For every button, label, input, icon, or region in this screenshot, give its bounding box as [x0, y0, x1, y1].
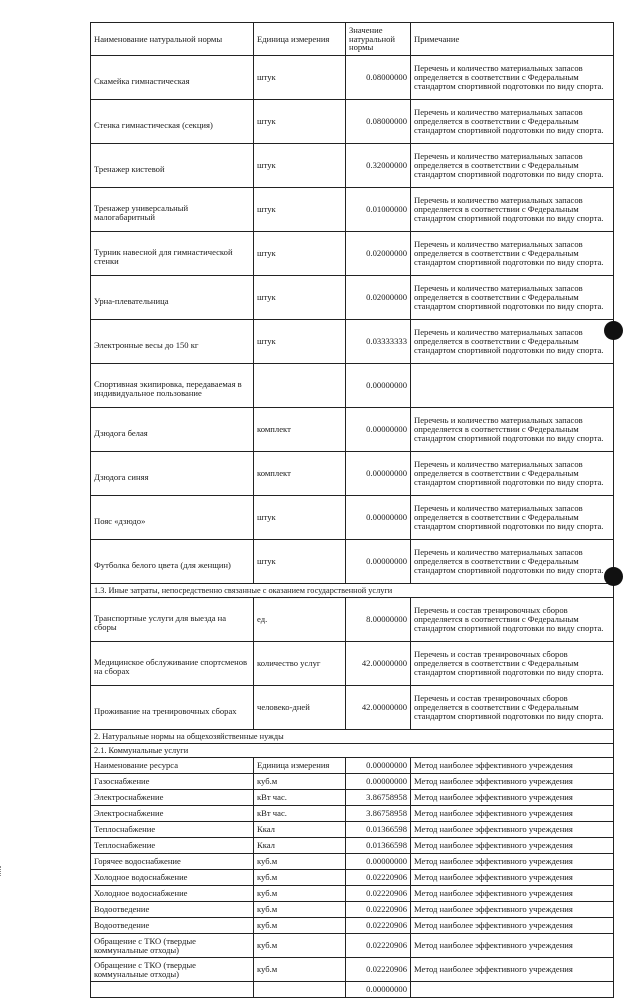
- table-row: [91, 320, 614, 364]
- punch-hole: [604, 567, 623, 586]
- cell-unit: куб.м: [254, 886, 346, 902]
- cell-note: Перечень и количество материальных запасов определяется в соответствии с Федеральным стандартом спортивной подготовки по виду спорта.: [411, 540, 614, 584]
- cell-note: Перечень и количество материальных запасов определяется в соответствии с Федеральным стандартом спортивной подготовки по виду спорта.: [411, 408, 614, 452]
- cell-unit: куб.м: [254, 854, 346, 870]
- cell-name: Электроснабжение: [91, 790, 254, 806]
- cell-name: Пояс «дзюдо»: [91, 496, 254, 540]
- cell-unit: штук: [254, 188, 346, 232]
- cell-note: Метод наиболее эффективного учреждения: [411, 886, 614, 902]
- cell-name: Электроснабжение: [91, 806, 254, 822]
- cell-unit: штук: [254, 232, 346, 276]
- cell-note: Метод наиболее эффективного учреждения: [411, 806, 614, 822]
- cell-unit: штук: [254, 144, 346, 188]
- cell-unit: Ккал: [254, 838, 346, 854]
- table-row: [91, 918, 614, 934]
- cell-value: 0.02220906: [346, 886, 411, 902]
- cell-name: Электронные весы до 150 кг: [91, 320, 254, 364]
- table-row: [91, 838, 614, 854]
- cell-value: 0.02000000: [346, 232, 411, 276]
- cell-value: 0.02220906: [346, 918, 411, 934]
- table-row-last: [91, 982, 614, 998]
- table-row: [91, 100, 614, 144]
- cell-name: Турник навесной для гимнастической стенки: [91, 232, 254, 276]
- cell-value: 8.00000000: [346, 598, 411, 642]
- cell-name: Проживание на тренировочных сборах: [91, 686, 254, 730]
- cell-unit: комплект: [254, 452, 346, 496]
- cell-value: 0.02220906: [346, 958, 411, 982]
- cell-note: Метод наиболее эффективного учреждения: [411, 934, 614, 958]
- cell-name: Спортивная экипировка, передаваемая в индивидуальное пользование: [91, 364, 254, 408]
- cell-name: Теплоснабжение: [91, 838, 254, 854]
- section-title: 1.3. Иные затраты, непосредственно связанные с оказанием государственной услуги: [91, 584, 614, 598]
- cell-value: 42.00000000: [346, 686, 411, 730]
- table-row: [91, 822, 614, 838]
- table-header-row: [91, 23, 614, 56]
- table-row: [91, 276, 614, 320]
- cell-value: 0.00000000: [346, 496, 411, 540]
- cell-value: 0.00000000: [346, 408, 411, 452]
- cell-note: Метод наиболее эффективного учреждения: [411, 870, 614, 886]
- cell-name: Тренажер кистевой: [91, 144, 254, 188]
- table-row: [91, 886, 614, 902]
- resources-header-row: [91, 758, 614, 774]
- table-row: [91, 934, 614, 958]
- cell-name: Стенка гимнастическая (секция): [91, 100, 254, 144]
- cell-value: 3.86758958: [346, 790, 411, 806]
- cell-value: 0.01366598: [346, 838, 411, 854]
- cell-unit: человеко-дней: [254, 686, 346, 730]
- cell-unit: куб.м: [254, 918, 346, 934]
- section-title: 2.1. Коммунальные услуги: [91, 744, 614, 758]
- table-row: [91, 364, 614, 408]
- cell-note: Метод наиболее эффективного учреждения: [411, 774, 614, 790]
- cell-note: Метод наиболее эффективного учреждения: [411, 958, 614, 982]
- cell-unit: штук: [254, 100, 346, 144]
- cell-name: Холодное водоснабжение: [91, 870, 254, 886]
- table-row: [91, 188, 614, 232]
- resources-group: [91, 774, 614, 982]
- table-row: [91, 854, 614, 870]
- cell-note: Перечень и количество материальных запасов определяется в соответствии с Федеральным стандартом спортивной подготовки по виду спорта.: [411, 320, 614, 364]
- table-row: [91, 774, 614, 790]
- cell-unit: штук: [254, 496, 346, 540]
- resource-header-note: Метод наиболее эффективного учреждения: [411, 758, 614, 774]
- resource-header-value: 0.00000000: [346, 758, 411, 774]
- cell-unit: куб.м: [254, 870, 346, 886]
- cell-value: 0.00000000: [346, 774, 411, 790]
- cell-value: 0.00000000: [346, 854, 411, 870]
- cell-name: Теплоснабжение: [91, 822, 254, 838]
- cell-note: Перечень и количество материальных запасов определяется в соответствии с Федеральным стандартом спортивной подготовки по виду спорта.: [411, 188, 614, 232]
- header-value: Значение натуральной нормы: [346, 23, 411, 56]
- header-note: Примечание: [411, 23, 614, 56]
- cell-name: Футболка белого цвета (для женщин): [91, 540, 254, 584]
- cell-value: 42.00000000: [346, 642, 411, 686]
- empty-cell: [91, 982, 254, 998]
- table-row: [91, 598, 614, 642]
- cell-value: 0.02000000: [346, 276, 411, 320]
- section-row-1-3: [91, 584, 614, 598]
- cell-name: Транспортные услуги для выезда на сборы: [91, 598, 254, 642]
- table-row: [91, 686, 614, 730]
- cell-value: 0.32000000: [346, 144, 411, 188]
- cell-unit: куб.м: [254, 958, 346, 982]
- table-row: [91, 496, 614, 540]
- cell-note: Перечень и состав тренировочных сборов определяется в соответствии с Федеральным стандартом спортивной подготовки по виду спорта.: [411, 598, 614, 642]
- cell-note: Перечень и количество материальных запасов определяется в соответствии с Федеральным стандартом спортивной подготовки по виду спорта.: [411, 496, 614, 540]
- header-unit: Единица измерения: [254, 23, 346, 56]
- cell-name: Горячее водоснабжение: [91, 854, 254, 870]
- cell-value: 0.03333333: [346, 320, 411, 364]
- table-row: [91, 958, 614, 982]
- empty-cell: [254, 982, 346, 998]
- cell-note: Перечень и количество материальных запасов определяется в соответствии с Федеральным стандартом спортивной подготовки по виду спорта.: [411, 56, 614, 100]
- cell-value: 0.08000000: [346, 100, 411, 144]
- cell-note: Перечень и состав тренировочных сборов определяется в соответствии с Федеральным стандартом спортивной подготовки по виду спорта.: [411, 686, 614, 730]
- cell-name: Урна-плевательница: [91, 276, 254, 320]
- natural-norms-table: [90, 22, 614, 998]
- punch-hole: [604, 321, 623, 340]
- table-row: [91, 408, 614, 452]
- table-row: [91, 540, 614, 584]
- scan-margin-mark: [0, 866, 4, 876]
- cell-note: Перечень и количество материальных запасов определяется в соответствии с Федеральным стандартом спортивной подготовки по виду спорта.: [411, 100, 614, 144]
- cell-value: 0.00000000: [346, 982, 411, 998]
- cell-name: Медицинское обслуживание спортсменов на сборах: [91, 642, 254, 686]
- table-row: [91, 790, 614, 806]
- cell-unit: штук: [254, 276, 346, 320]
- resource-header-name: Наименование ресурса: [91, 758, 254, 774]
- cell-note: Метод наиболее эффективного учреждения: [411, 918, 614, 934]
- table-row: [91, 806, 614, 822]
- cell-unit: куб.м: [254, 774, 346, 790]
- cell-note: Метод наиболее эффективного учреждения: [411, 838, 614, 854]
- other-costs-group: [91, 598, 614, 730]
- table-row: [91, 232, 614, 276]
- header-name: Наименование натуральной нормы: [91, 23, 254, 56]
- cell-note: Перечень и количество материальных запасов определяется в соответствии с Федеральным стандартом спортивной подготовки по виду спорта.: [411, 232, 614, 276]
- cell-value: 0.08000000: [346, 56, 411, 100]
- cell-note: Перечень и количество материальных запасов определяется в соответствии с Федеральным стандартом спортивной подготовки по виду спорта.: [411, 144, 614, 188]
- section-row-2-1: [91, 744, 614, 758]
- cell-name: Холодное водоснабжение: [91, 886, 254, 902]
- table-row: [91, 144, 614, 188]
- cell-name: Обращение с ТКО (твердые коммунальные отходы): [91, 958, 254, 982]
- cell-unit: куб.м: [254, 902, 346, 918]
- cell-unit: Ккал: [254, 822, 346, 838]
- cell-unit: штук: [254, 56, 346, 100]
- cell-unit: кВт час.: [254, 790, 346, 806]
- cell-value: 0.01366598: [346, 822, 411, 838]
- table-row: [91, 902, 614, 918]
- cell-value: 0.02220906: [346, 934, 411, 958]
- table-row: [91, 870, 614, 886]
- cell-unit: штук: [254, 540, 346, 584]
- cell-note: Метод наиболее эффективного учреждения: [411, 790, 614, 806]
- cell-unit: штук: [254, 320, 346, 364]
- cell-note: Перечень и состав тренировочных сборов определяется в соответствии с Федеральным стандартом спортивной подготовки по виду спорта.: [411, 642, 614, 686]
- cell-unit: ед.: [254, 598, 346, 642]
- cell-value: 0.02220906: [346, 902, 411, 918]
- cell-value: 3.86758958: [346, 806, 411, 822]
- table-row: [91, 642, 614, 686]
- cell-value: 0.00000000: [346, 364, 411, 408]
- cell-unit: кВт час.: [254, 806, 346, 822]
- section-row-2: [91, 730, 614, 744]
- cell-value: 0.00000000: [346, 540, 411, 584]
- cell-note: Перечень и количество материальных запасов определяется в соответствии с Федеральным стандартом спортивной подготовки по виду спорта.: [411, 276, 614, 320]
- section-title: 2. Натуральные нормы на общехозяйственные нужды: [91, 730, 614, 744]
- cell-note: Метод наиболее эффективного учреждения: [411, 854, 614, 870]
- resource-header-unit: Единица измерения: [254, 758, 346, 774]
- cell-name: Скамейка гимнастическая: [91, 56, 254, 100]
- cell-note: Перечень и количество материальных запасов определяется в соответствии с Федеральным стандартом спортивной подготовки по виду спорта.: [411, 452, 614, 496]
- cell-unit: куб.м: [254, 934, 346, 958]
- cell-unit: [254, 364, 346, 408]
- empty-cell: [411, 982, 614, 998]
- cell-name: Тренажер универсальный малогабаритный: [91, 188, 254, 232]
- cell-name: Водоотведение: [91, 918, 254, 934]
- items-group: [91, 56, 614, 584]
- cell-name: Водоотведение: [91, 902, 254, 918]
- cell-value: 0.02220906: [346, 870, 411, 886]
- table-row: [91, 56, 614, 100]
- cell-unit: количество услуг: [254, 642, 346, 686]
- cell-name: Дзюдога белая: [91, 408, 254, 452]
- cell-note: Метод наиболее эффективного учреждения: [411, 902, 614, 918]
- cell-value: 0.01000000: [346, 188, 411, 232]
- cell-name: Дзюдога синяя: [91, 452, 254, 496]
- cell-note: [411, 364, 614, 408]
- table-row: [91, 452, 614, 496]
- cell-name: Газоснабжение: [91, 774, 254, 790]
- cell-name: Обращение с ТКО (твердые коммунальные отходы): [91, 934, 254, 958]
- cell-value: 0.00000000: [346, 452, 411, 496]
- cell-note: Метод наиболее эффективного учреждения: [411, 822, 614, 838]
- cell-unit: комплект: [254, 408, 346, 452]
